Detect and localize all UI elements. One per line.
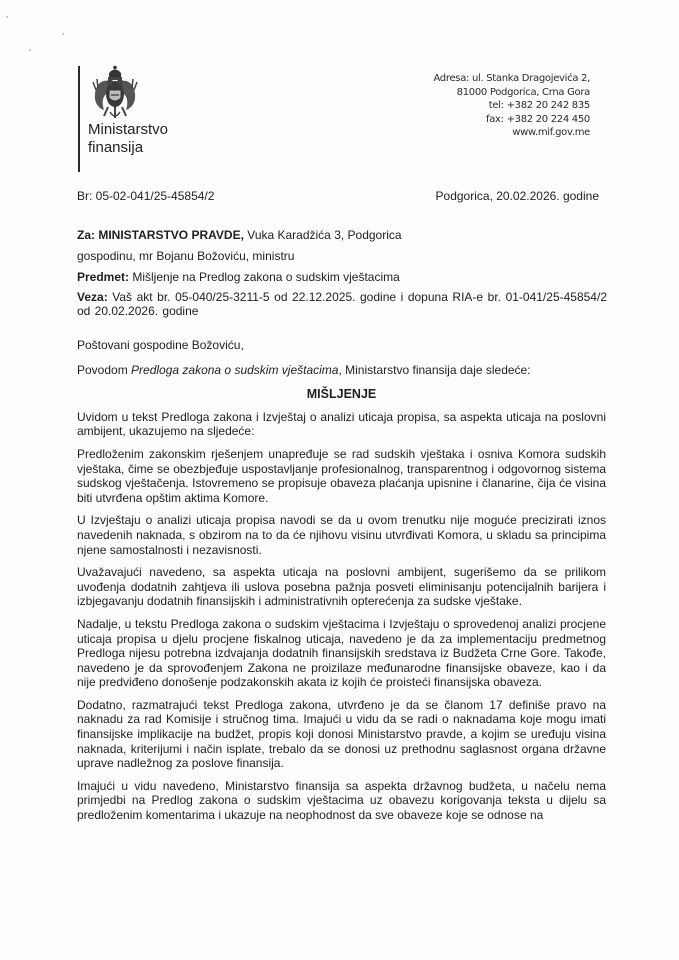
scan-speck	[29, 49, 31, 51]
subject-label: Predmet:	[77, 270, 130, 284]
recipient-address: Vuka Karadžića 3, Podgorica	[243, 228, 402, 242]
intro-prefix: Povodom	[77, 362, 132, 377]
address-city: 81000 Podgorica, Crna Gora	[456, 86, 590, 98]
letter-body	[77, 338, 606, 831]
address-fax: fax: +382 20 224 450	[485, 113, 590, 125]
body-paragraph: U Izvještaju o analizi uticaja propisa navodi se da u ovom trenutku nije moguće precizirati iznos navedenih naknada, s obzirom na to da će njihovu visinu utvrđivati Komora, u skladu sa principima njene samostalnosti i nezavisnosti.	[77, 513, 606, 557]
recipient-organization: MINISTARSTVO PRAVDE,	[98, 228, 244, 242]
body-paragraph: Imajući u vidu navedeno, Ministarstvo finansija sa aspekta državnog budžeta, u načelu nema primjedbi na Predlog zakona o sudskim vještacima uz obavezu korigovanja teksta u dijelu sa predloženim komentarima i ukazuje na neophodnost da sve obaveze koje se odnose na	[77, 778, 606, 823]
reference-link-line	[77, 290, 607, 318]
reference-link-label: Veza:	[77, 290, 108, 304]
reference-link-text: Vaš akt br. 05-040/25-3211-5 od 22.12.2025. godine i dopuna RIA-e br. 01-041/25-45854/2 od 20.02.2026. godine	[77, 290, 607, 318]
recipient-block	[77, 227, 607, 322]
scan-speck	[62, 33, 64, 35]
intro-paragraph	[77, 363, 606, 378]
body-paragraph: Nadalje, u tekstu Predloga zakona o sudskim vještacima i Izvještaju o sprovedenoj analizi procjene uticaja propisa u djelu procjene fiskalnog uticaja, navedeno je da za implementaciju predmetnog Predloga nijesu potrebna izdvajanja dodatnih finansijskih sredstava iz Budžeta Crne Gore. Takođe, navedeno je da sprovođenjem Zakona ne proizilaze međunarodne finansijske obaveze, kao i da nije predviđeno donošenje podzakonskih akata iz kojih će proisteći finansijska obaveza.	[77, 616, 606, 690]
ministry-name-line1: Ministarstvo	[88, 121, 169, 138]
salutation: Poštovani gospodine Božoviću,	[77, 338, 244, 352]
ministry-address-block	[433, 72, 590, 140]
recipient-label: Za:	[77, 228, 95, 242]
reference-number: Br: 05-02-041/25-45854/2	[77, 189, 215, 203]
ministry-name	[88, 121, 168, 157]
montenegro-coat-of-arms-icon	[90, 64, 140, 122]
address-tel: tel: +382 20 242 835	[488, 100, 590, 112]
subject-text: Mišljenje na Predlog zakona o sudskim vještacima	[129, 270, 400, 284]
body-paragraph: Uvidom u tekst Predloga zakona i Izvještaj o analizi uticaja propisa, sa aspekta uticaja na poslovni ambijent, ukazujemo na sljedeće:	[77, 409, 606, 439]
addressee-line: gospodinu, mr Bojanu Božoviću, ministru	[77, 249, 295, 263]
place-and-date: Podgorica, 20.02.2026. godine	[435, 189, 599, 203]
opinion-heading: MIŠLJENJE	[306, 387, 377, 402]
body-paragraph: Dodatno, razmatrajući tekst Predloga zakona, utvrđeno je da se članom 17 definiše pravo na naknadu za rad Komisije i stručnog tima. Imajući u vidu da se radi o naknadama koje mogu imati finansijske implikacije na budžet, propis koji donosi Ministarstvo pravde, a kojim se uređuju visina naknada, kriterijumi i način isplate, trebalo da se donosi uz prethodnu saglasnost organa državne uprave nadležnog za poslove finansija.	[77, 697, 606, 771]
body-paragraph: Uvažavajući navedeno, sa aspekta uticaja na poslovni ambijent, sugerišemo da se prilikom uvođenja dodatnih zahtjeva ili uslova posebna pažnja posveti eliminisanju potencijalnih barijera i izbjegavanju dodatnih finansijskih i administrativnih opterećenja za sudske vještake.	[77, 565, 606, 609]
intro-law-title: Predloga zakona o sudskim vještacima	[131, 362, 339, 377]
letterhead-divider	[78, 66, 80, 172]
body-paragraph: Predloženim zakonskim rješenjem unapređuje se rad sudskih vještaka i osniva Komora sudskih vještaka, čime se obezbjeđuje uspostavljanje profesionalnog, transparentnog i odgovornog sistema sudskog vještačenja. Istovremeno se propisuje obaveza plaćanja upisnine i članarine, čija će visina biti utvrđena opštim aktima Komore.	[77, 446, 606, 505]
intro-suffix: , Ministarstvo finansija daje sledeće:	[338, 362, 531, 377]
address-website: www.mif.gov.me	[512, 127, 590, 139]
subject-line	[77, 269, 607, 286]
ministry-name-line2: finansija	[88, 139, 144, 156]
address-street: Adresa: ul. Stanka Dragojevića 2,	[433, 73, 590, 84]
recipient-line	[77, 227, 607, 244]
scan-speck	[6, 16, 8, 18]
